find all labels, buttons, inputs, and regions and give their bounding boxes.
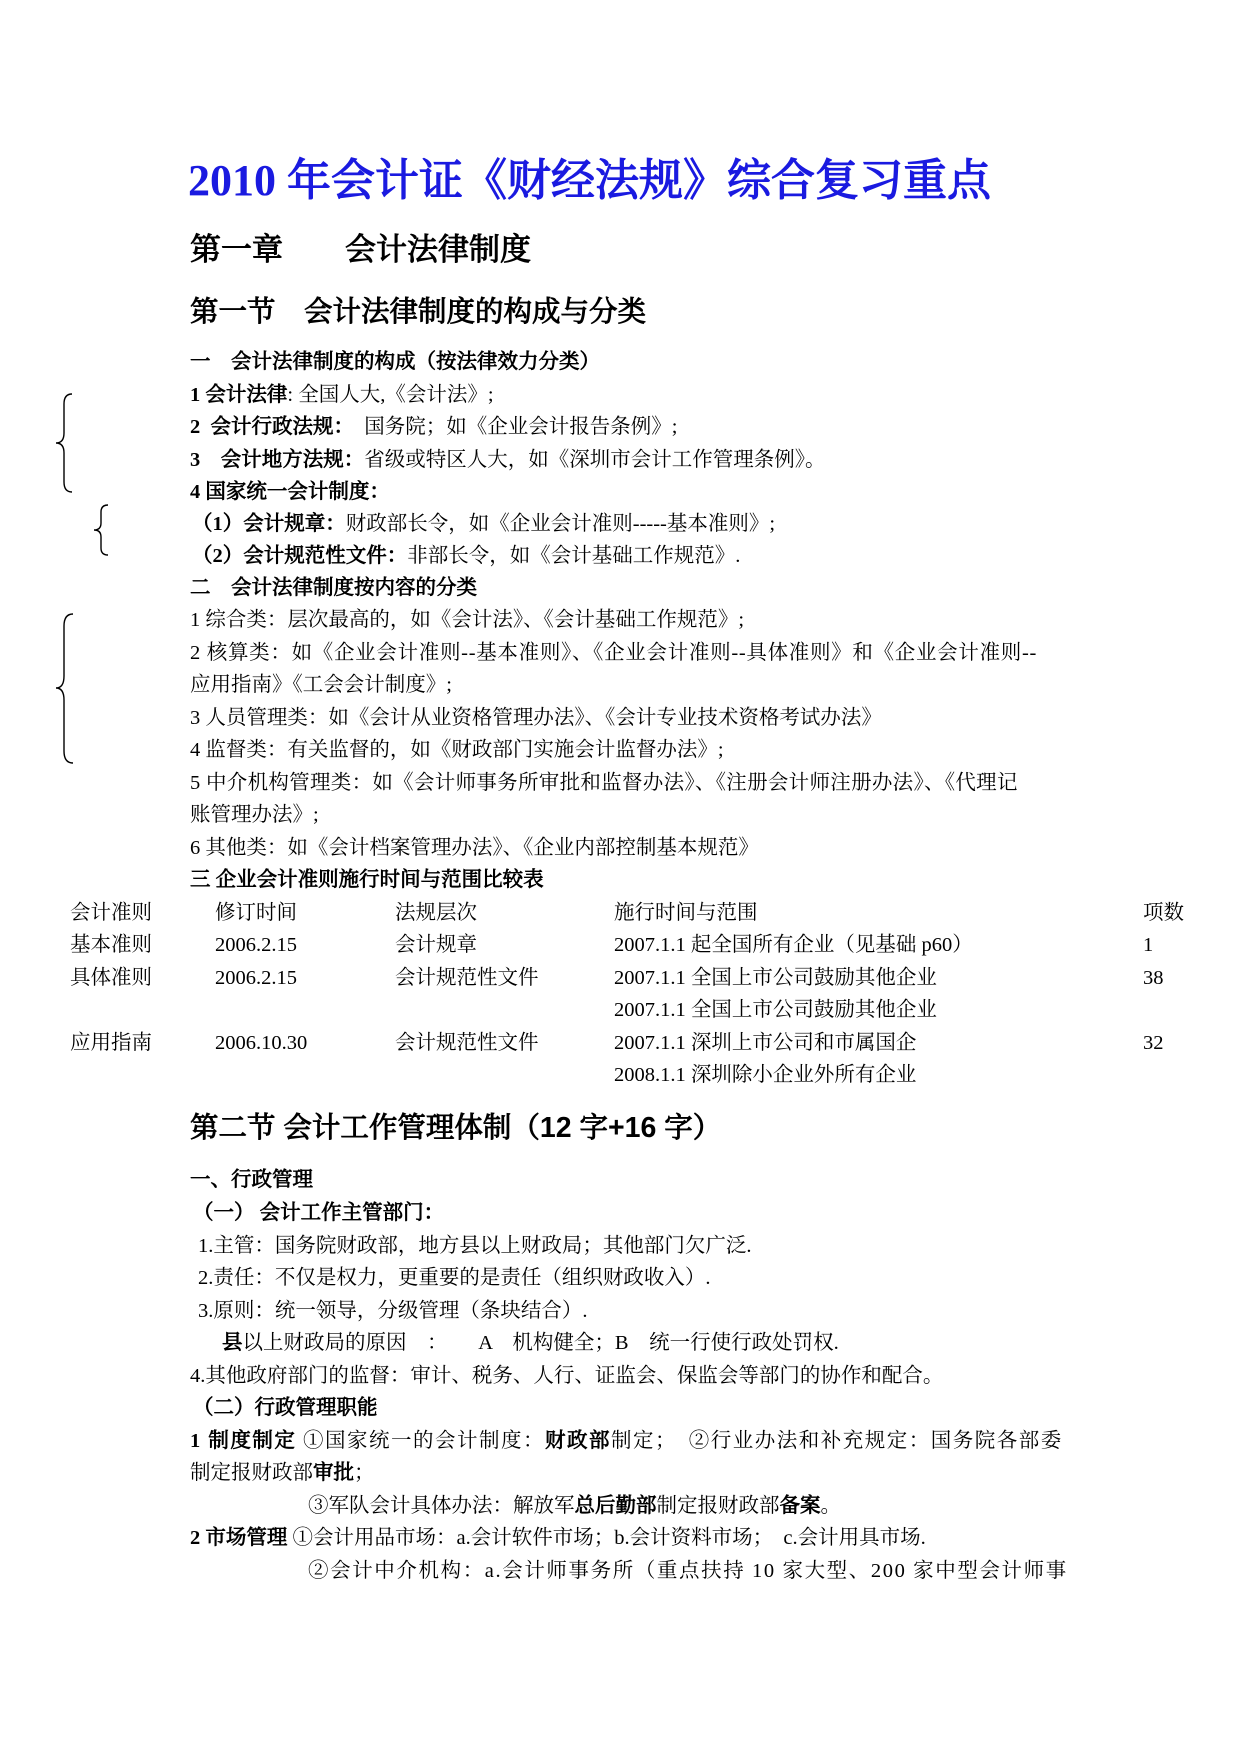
left-brace [56, 614, 73, 763]
subpart-heading: （二）行政管理职能 [193, 1397, 378, 1419]
emphasis-text: 财政部 [545, 1430, 611, 1452]
list-line: 应用指南》《工会会计制度》; [190, 674, 452, 696]
emphasis-text: 审批 [313, 1462, 354, 1484]
chapter-heading: 第一章 会计法律制度 [190, 232, 531, 267]
table-header-row [0, 901, 1241, 925]
item-label: 2 市场管理 [190, 1527, 288, 1549]
item-label: 县 [222, 1332, 243, 1354]
table-cell: 基本准则 [70, 934, 152, 956]
list-item [190, 1429, 1063, 1453]
table-cell: 2008.1.1 深圳除小企业外所有企业 [614, 1064, 917, 1086]
table-cell: 1 [1143, 934, 1154, 956]
table-cell: 2007.1.1 深圳上市公司和市属国企 [614, 1032, 917, 1054]
list-item [192, 544, 740, 568]
item-label: 1 会计法律 [190, 384, 288, 406]
table-cell: 应用指南 [70, 1032, 152, 1054]
list-line: 4.其他政府部门的监督：审计、税务、人行、证监会、保监会等部门的协作和配合。 [190, 1365, 944, 1387]
item-label: 4 国家统一会计制度： [190, 481, 390, 503]
list-line: 2 核算类：如《企业会计准则--基本准则》、《企业会计准则--具体准则》和《企业会计准则-- [190, 642, 1038, 664]
list-line: 2.责任：不仅是权力，更重要的是责任（组织财政收入）. [198, 1267, 711, 1289]
item-text: 制定报财政部 [190, 1462, 313, 1484]
list-line [308, 1494, 841, 1518]
table-row [0, 933, 1241, 957]
list-line: 1 综合类：层次最高的，如《会计法》、《会计基础工作规范》; [190, 609, 745, 631]
item-text: : 全国人大,《会计法》; [287, 384, 494, 406]
list-item [190, 480, 390, 504]
part-heading: 一 会计法律制度的构成（按法律效力分类） [190, 351, 600, 373]
list-line [222, 1331, 839, 1355]
part-heading: 一、行政管理 [190, 1169, 313, 1191]
list-line: 6 其他类：如《会计档案管理办法》、《企业内部控制基本规范》 [190, 837, 759, 859]
emphasis-text: 总后勤部 [574, 1495, 657, 1517]
list-item [190, 383, 494, 407]
table-cell: 2006.2.15 [215, 967, 297, 989]
table-header-cell: 项数 [1143, 902, 1184, 924]
item-text: 省级或特区人大，如《深圳市会计工作管理条例》。 [364, 449, 826, 471]
table-cell: 具体准则 [70, 967, 152, 989]
list-line: ②会计中介机构：a.会计师事务所（重点扶持 10 家大型、200 家中型会计师事 [308, 1560, 1068, 1582]
item-text: ①国家统一的会计制度： [296, 1430, 545, 1452]
list-line [190, 1461, 375, 1485]
item-text: 国务院；如《企业会计报告条例》; [343, 416, 678, 438]
table-cell: 会计规范性文件 [395, 1032, 539, 1054]
table-header-cell: 修订时间 [215, 902, 297, 924]
item-label: （2）会计规范性文件： [192, 545, 408, 567]
table-cell: 32 [1143, 1032, 1164, 1054]
item-text: 以上财政局的原因 ： A 机构健全；B 统一行使行政处罚权. [242, 1332, 839, 1354]
item-text: ③军队会计具体办法：解放军 [308, 1495, 575, 1517]
list-item [192, 512, 775, 536]
item-text: 制定； ②行业办法和补充规定：国务院各部委 [611, 1430, 1063, 1452]
left-brace [94, 505, 108, 555]
table-header-cell: 会计准则 [70, 902, 152, 924]
list-line: 3.原则：统一领导，分级管理（条块结合）. [198, 1300, 588, 1322]
item-label: 2 会计行政法规： [190, 416, 344, 438]
list-item [190, 415, 677, 439]
part-heading: 二 会计法律制度按内容的分类 [190, 577, 477, 599]
left-brace [56, 394, 72, 492]
item-label: （1）会计规章： [192, 513, 346, 535]
list-line: 3 人员管理类：如《会计从业资格管理办法》、《会计专业技术资格考试办法》 [190, 707, 882, 729]
list-item [190, 1526, 926, 1550]
section-heading: 第一节 会计法律制度的构成与分类 [190, 296, 647, 328]
table-title: 三 企业会计准则施行时间与范围比较表 [190, 869, 544, 891]
list-line: 账管理办法》; [190, 804, 319, 826]
table-cell: 会计规范性文件 [395, 967, 539, 989]
table-cell: 38 [1143, 967, 1164, 989]
table-row [0, 998, 1241, 1022]
item-text: 非部长令，如《会计基础工作规范》. [407, 545, 741, 567]
emphasis-text: 备案 [779, 1495, 821, 1517]
table-cell: 会计规章 [395, 934, 477, 956]
table-header-cell: 法规层次 [395, 902, 477, 924]
list-item [190, 448, 826, 472]
table-cell: 2007.1.1 全国上市公司鼓励其他企业 [614, 999, 937, 1021]
table-header-cell: 施行时间与范围 [614, 902, 758, 924]
table-cell: 2006.2.15 [215, 934, 297, 956]
item-text: 制定报财政部 [656, 1495, 780, 1517]
table-cell: 2006.10.30 [215, 1032, 308, 1054]
doc-title: 2010 年会计证《财经法规》综合复习重点 [188, 156, 991, 205]
table-cell: 2007.1.1 全国上市公司鼓励其他企业 [614, 967, 937, 989]
item-text: 财政部长令，如《企业会计准则-----基本准则》; [345, 513, 776, 535]
item-label: 3 会计地方法规： [190, 449, 365, 471]
item-text: ①会计用品市场：a.会计软件市场；b.会计资料市场； c.会计用具市场. [287, 1527, 926, 1549]
table-row [0, 966, 1241, 990]
list-line: 5 中介机构管理类：如《会计师事务所审批和监督办法》、《注册会计师注册办法》、《代理记 [190, 772, 1018, 794]
item-text: 。 [820, 1495, 841, 1517]
table-row [0, 1063, 1241, 1087]
list-line: 4 监督类：有关监督的，如《财政部门实施会计监督办法》; [190, 739, 724, 761]
section-heading: 第二节 会计工作管理体制（12 字+16 字） [190, 1112, 722, 1144]
subpart-heading: （一） 会计工作主管部门： [193, 1202, 445, 1224]
list-line: 1.主管：国务院财政部，地方县以上财政局；其他部门欠广泛. [198, 1235, 752, 1257]
table-cell: 2007.1.1 起全国所有企业（见基础 p60） [614, 934, 973, 956]
item-text: ； [354, 1462, 375, 1484]
item-label: 1 制度制定 [190, 1430, 297, 1452]
table-row [0, 1031, 1241, 1055]
